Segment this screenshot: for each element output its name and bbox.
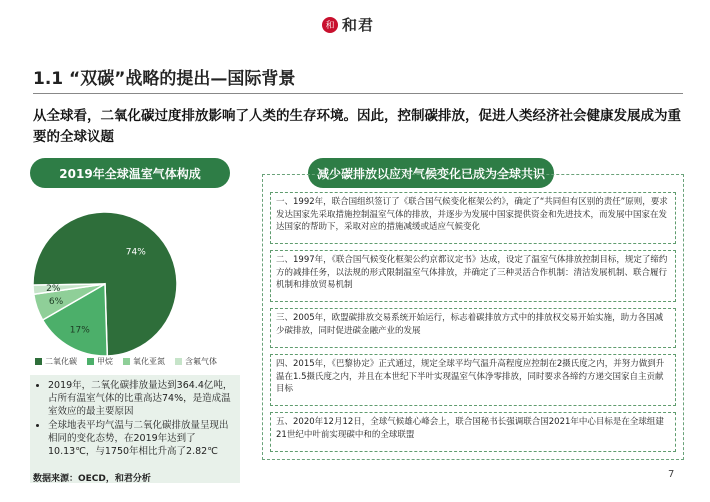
pie-data-label: 74% [125, 247, 146, 258]
legend-label: 含氟气体 [185, 357, 217, 366]
legend-swatch [175, 358, 182, 365]
legend-label: 氧化亚氮 [133, 357, 165, 366]
consensus-item-1992: 一、1992年，联合国组织签订了《联合国气候变化框架公约》，确定了“共同但有区别的责任”原则，要求发达国家先采取措施控制温室气体的排放，并逐步为发展中国家提供资金和先进技术，而发展中国家在发达国家的帮助下，采取对应的措施减缓或适应气候变化 [270, 192, 676, 244]
legend-item [35, 356, 77, 367]
legend-label: 甲烷 [97, 357, 113, 366]
consensus-item-2005: 三、2005年，欧盟碳排放交易系统开始运行，标志着碳排放方式中的排放权交易开始实施，助力各国减少碳排放，同时促进碳金融产业的发展 [270, 308, 676, 348]
legend-swatch [87, 358, 94, 365]
title-divider [33, 93, 683, 94]
data-source: 数据来源：OECD，和君分析 [33, 474, 151, 484]
brand-name: 和君 [342, 16, 375, 34]
consensus-item-2020: 五、2020年12月12日，全球气候雄心峰会上，联合国秘书长强调联合国2021年中心目标是在全球组建21世纪中叶前实现碳中和的全球联盟 [270, 412, 676, 452]
legend-swatch [123, 358, 130, 365]
pie-data-label: 17% [69, 325, 90, 336]
consensus-item-2015: 四、2015年，《巴黎协定》正式通过，规定全球平均气温升高程度应控制在2摄氏度之内，并努力做到升温在1.5摄氏度之内，并且在本世纪下半叶实现温室气体净零排放，同时要求各缔约方递交国家自主贡献目标 [270, 354, 676, 406]
legend-item [123, 356, 165, 367]
finding-item: • 2019年，二氧化碳排放量达到364.4亿吨，占所有温室气体的比重高达74%，是造成温室效应的最主要原因 [48, 379, 234, 418]
consensus-item-1997: 二、1997年，《联合国气候变化框架公约京都议定书》达成，设定了温室气体排放控制目标，规定了缔约方的减排任务，以法规的形式限制温室气体排放，并确定了三种灵活合作机制：清洁发展机制、联合履行机制和排放贸易机制 [270, 250, 676, 302]
page-number: 7 [668, 469, 675, 480]
findings-box [30, 375, 240, 483]
page-title: 1.1 “双碳”战略的提出—国际背景 [33, 69, 296, 89]
legend-label: 二氧化碳 [45, 357, 77, 366]
consensus-heading: 减少碳排放以应对气候变化已成为全球共识 [308, 158, 554, 188]
chart-heading: 2019年全球温室气体构成 [30, 158, 230, 188]
brand-logo [322, 14, 374, 35]
finding-item: • 全球地表平均气温与二氧化碳排放量呈现出相同的变化态势，在2019年达到了10.13℃，与1750年相比升高了2.82℃ [48, 419, 234, 458]
lead-paragraph: 从全球看，二氧化碳过度排放影响了人类的生存环境。因此，控制碳排放，促进人类经济社会健康发展成为重要的全球议题 [33, 108, 681, 145]
pie-data-label: 2% [46, 284, 61, 295]
legend-item [175, 356, 217, 367]
pie-chart [30, 194, 240, 366]
legend-swatch [35, 358, 42, 365]
pie-data-label: 6% [48, 296, 64, 307]
legend-item [87, 356, 113, 367]
brand-logo-icon: 和 [322, 17, 338, 33]
chart-legend [35, 356, 217, 367]
